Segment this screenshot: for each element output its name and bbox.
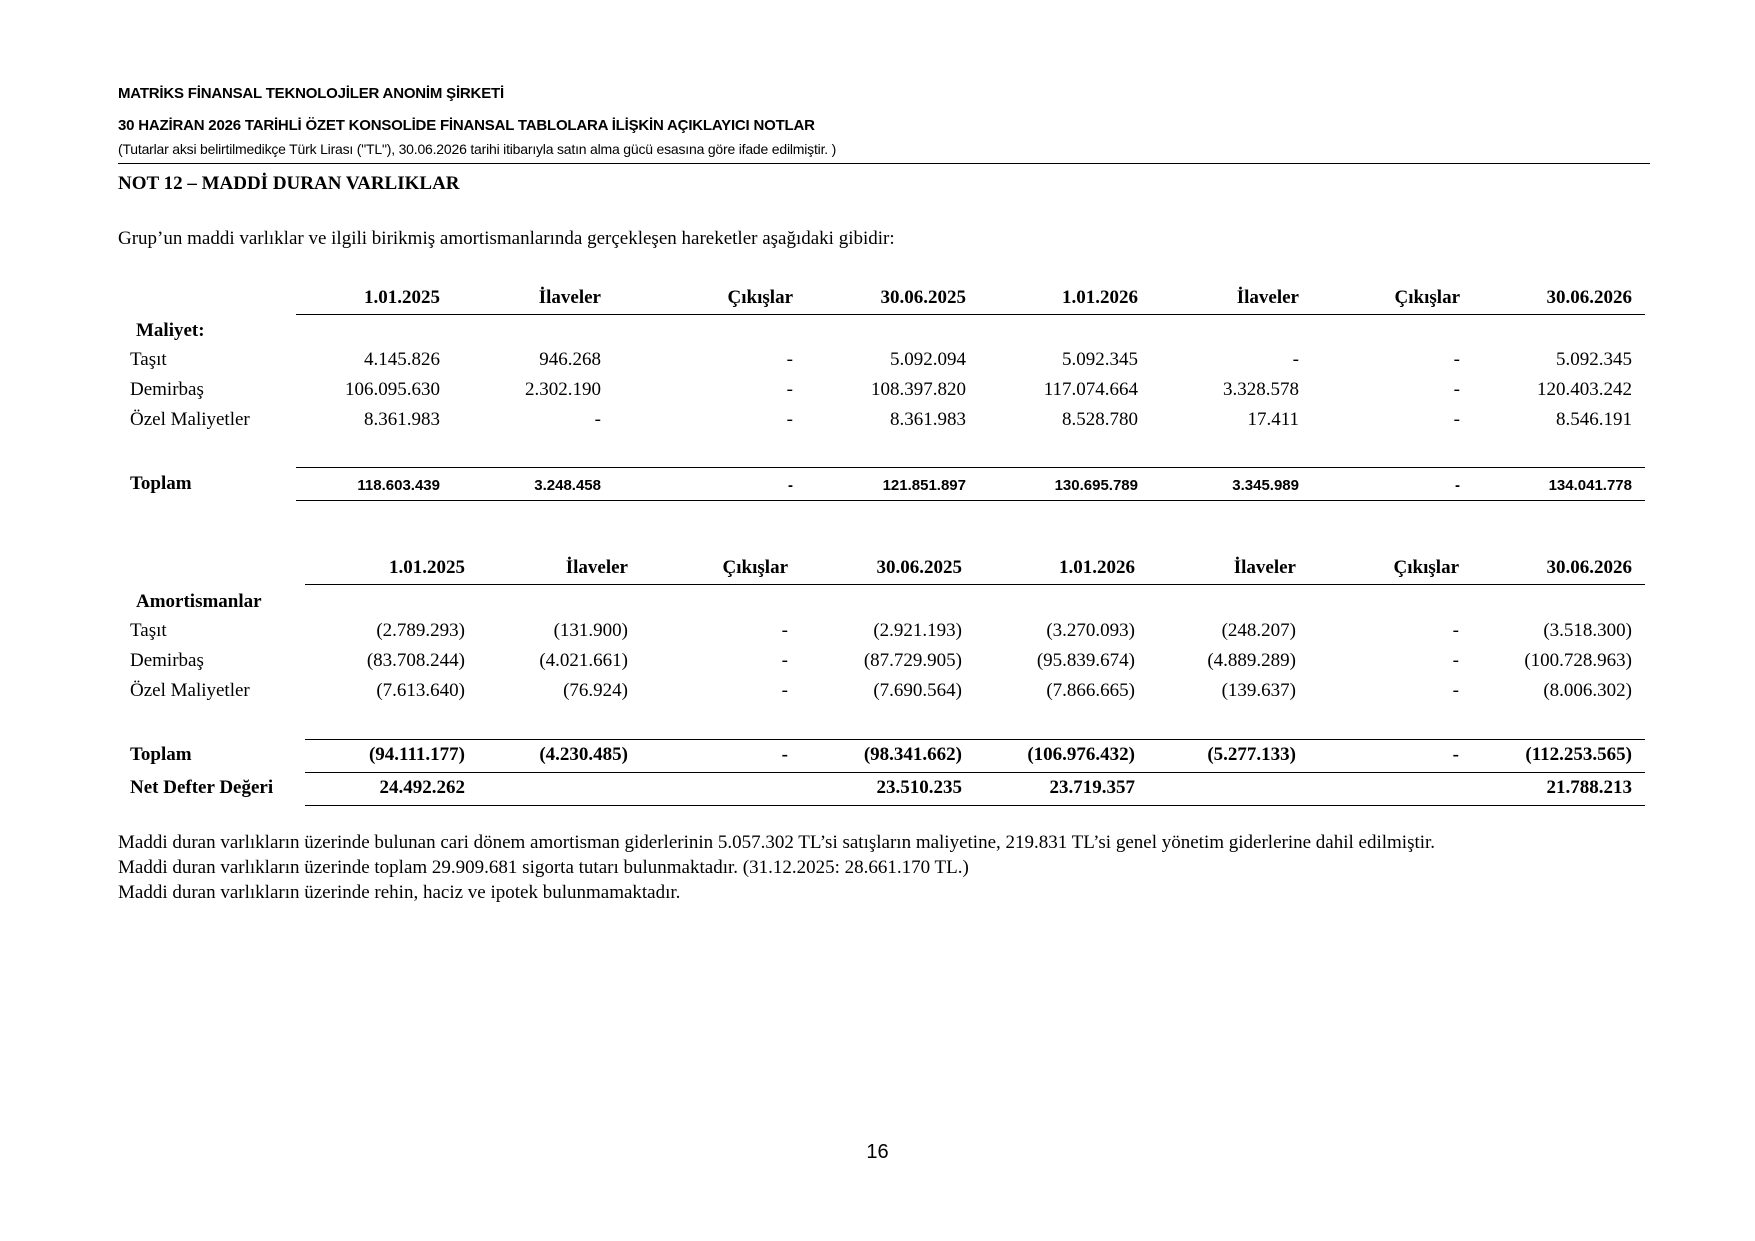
section-label: Amortismanlar xyxy=(136,591,262,612)
table-cell: 8.528.780 xyxy=(1062,409,1138,430)
column-header: 30.06.2026 xyxy=(1546,287,1632,308)
column-header: Çıkışlar xyxy=(1394,287,1460,308)
table-cell: 23.510.235 xyxy=(876,777,962,798)
table-cell: - xyxy=(781,744,788,765)
table-cell: 24.492.262 xyxy=(379,777,465,798)
table-cell: (100.728.963) xyxy=(1524,650,1632,671)
column-header: 30.06.2025 xyxy=(876,557,962,578)
page-number: 16 xyxy=(866,1141,889,1163)
table-cell: 130.695.789 xyxy=(1054,477,1138,494)
table-cell: (3.270.093) xyxy=(1046,620,1135,641)
company-name: MATRİKS FİNANSAL TEKNOLOJİLER ANONİM ŞİRKETİ xyxy=(118,85,504,102)
table-cell: - xyxy=(1452,650,1459,671)
row-label: Demirbaş xyxy=(130,379,204,400)
table-cell: (94.111.177) xyxy=(368,744,465,765)
document-subtitle: 30 HAZİRAN 2026 TARİHLİ ÖZET KONSOLİDE FİNANSAL TABLOLARA İLİŞKİN AÇIKLAYICI NOTLAR xyxy=(118,117,815,134)
column-header: İlaveler xyxy=(1236,287,1299,308)
table-cell: (4.889.289) xyxy=(1207,650,1296,671)
column-header: 1.01.2025 xyxy=(364,287,440,308)
header-divider xyxy=(118,163,1650,164)
table-cell: 21.788.213 xyxy=(1546,777,1632,798)
table-cell: 946.268 xyxy=(539,349,601,370)
table-cell: (4.021.661) xyxy=(539,650,628,671)
table-cell: - xyxy=(781,680,788,701)
table-cell: (7.866.665) xyxy=(1046,680,1135,701)
column-header: İlaveler xyxy=(1233,557,1296,578)
total-label: Toplam xyxy=(130,744,192,765)
column-header: Çıkışlar xyxy=(727,287,793,308)
table-row xyxy=(0,409,1755,437)
table-cell: (3.518.300) xyxy=(1543,620,1632,641)
section-label-row xyxy=(0,591,1755,619)
row-label: Özel Maliyetler xyxy=(130,409,250,430)
table-cell: 8.361.983 xyxy=(890,409,966,430)
table-cell: 8.361.983 xyxy=(364,409,440,430)
table-cell: - xyxy=(1452,744,1459,765)
footnote: Maddi duran varlıkların üzerinde bulunan cari dönem amortisman giderlerinin 5.057.302 TL’si satışların maliyetine, 219.831 TL’si genel yönetim giderlerine dahil edilmiştir. xyxy=(118,832,1436,853)
table-cell: 23.719.357 xyxy=(1049,777,1135,798)
table-cell: 120.403.242 xyxy=(1537,379,1632,400)
table-cell: (7.690.564) xyxy=(873,680,962,701)
table-cell: 2.302.190 xyxy=(525,379,601,400)
table-cell: - xyxy=(781,650,788,671)
table-cell: - xyxy=(788,477,793,494)
section-label-row xyxy=(0,320,1755,348)
table-cell: - xyxy=(1452,680,1459,701)
table-cell: - xyxy=(786,379,793,400)
header-underline xyxy=(296,314,1645,315)
table-cell: (2.921.193) xyxy=(873,620,962,641)
column-header: Çıkışlar xyxy=(722,557,788,578)
total-label: Toplam xyxy=(130,473,192,494)
row-label: Özel Maliyetler xyxy=(130,680,250,701)
table-cell: (2.789.293) xyxy=(376,620,465,641)
table-row xyxy=(0,620,1755,648)
footnote: Maddi duran varlıkların üzerinde rehin, haciz ve ipotek bulunmamaktadır. xyxy=(118,882,681,903)
table-cell: - xyxy=(594,409,601,430)
table-cell: (5.277.133) xyxy=(1207,744,1296,765)
column-header-row xyxy=(0,287,1755,315)
column-header: 1.01.2025 xyxy=(389,557,465,578)
column-header: 30.06.2026 xyxy=(1546,557,1632,578)
table-cell: 3.345.989 xyxy=(1232,477,1299,494)
footnote: Maddi duran varlıkların üzerinde toplam 29.909.681 sigorta tutarı bulunmaktadır. (31.12.2025: 28.661.170 TL.) xyxy=(118,857,969,878)
row-label: Taşıt xyxy=(130,620,167,641)
table-cell: 8.546.191 xyxy=(1556,409,1632,430)
table-row xyxy=(0,349,1755,377)
table-cell: 17.411 xyxy=(1247,409,1299,430)
column-header: İlaveler xyxy=(565,557,628,578)
column-header: 30.06.2025 xyxy=(880,287,966,308)
column-header: 1.01.2026 xyxy=(1062,287,1138,308)
table-cell: 134.041.778 xyxy=(1548,477,1632,494)
table-row xyxy=(0,650,1755,678)
table-cell: - xyxy=(781,620,788,641)
table-cell: (7.613.640) xyxy=(376,680,465,701)
table-cell: (8.006.302) xyxy=(1543,680,1632,701)
net-label: Net Defter Değeri xyxy=(130,777,274,798)
table-cell: 5.092.094 xyxy=(890,349,966,370)
currency-note: (Tutarlar aksi belirtilmedikçe Türk Lirası ("TL"), 30.06.2026 tarihi itibarıyla satın alma gücü esasına göre ifade edilmiştir. ) xyxy=(118,141,837,157)
table-cell: - xyxy=(1453,409,1460,430)
table-cell: (95.839.674) xyxy=(1036,650,1135,671)
table-row xyxy=(0,680,1755,708)
row-label: Demirbaş xyxy=(130,650,204,671)
table-cell: 118.603.439 xyxy=(357,477,440,494)
table-cell: 117.074.664 xyxy=(1043,379,1138,400)
table-cell: (83.708.244) xyxy=(366,650,465,671)
header-underline xyxy=(305,584,1645,585)
table-cell: (4.230.485) xyxy=(539,744,628,765)
table-cell: (248.207) xyxy=(1221,620,1296,641)
table-cell: (76.924) xyxy=(563,680,628,701)
column-header-row xyxy=(0,557,1755,585)
table-cell: 3.248.458 xyxy=(534,477,601,494)
section-title: NOT 12 – MADDİ DURAN VARLIKLAR xyxy=(118,173,460,194)
table-cell: (112.253.565) xyxy=(1525,744,1632,765)
table-cell: 4.145.826 xyxy=(364,349,440,370)
table-cell: - xyxy=(1452,620,1459,641)
total-row xyxy=(0,744,1755,772)
intro-text: Grup’un maddi varlıklar ve ilgili birikmiş amortismanlarında gerçekleşen hareketler aşağıdaki gibidir: xyxy=(118,228,895,249)
column-header: Çıkışlar xyxy=(1393,557,1459,578)
column-header: 1.01.2026 xyxy=(1059,557,1135,578)
table-cell: (131.900) xyxy=(553,620,628,641)
table-cell: 5.092.345 xyxy=(1556,349,1632,370)
section-label: Maliyet: xyxy=(136,320,205,341)
table-cell: - xyxy=(1453,379,1460,400)
table-cell: (87.729.905) xyxy=(863,650,962,671)
table-cell: 108.397.820 xyxy=(871,379,966,400)
table-cell: (139.637) xyxy=(1221,680,1296,701)
total-row xyxy=(0,473,1755,501)
table-cell: - xyxy=(786,409,793,430)
row-label: Taşıt xyxy=(130,349,167,370)
table-cell: 5.092.345 xyxy=(1062,349,1138,370)
table-cell: 121.851.897 xyxy=(882,477,966,494)
table-cell: - xyxy=(1292,349,1299,370)
footnotes xyxy=(118,830,1435,905)
total-top-rule xyxy=(296,467,1645,468)
table-cell: - xyxy=(1455,477,1460,494)
table-row xyxy=(0,379,1755,407)
table-cell: 3.328.578 xyxy=(1223,379,1299,400)
total-bottom-rule xyxy=(305,772,1645,773)
total-top-rule xyxy=(305,739,1645,740)
total-bottom-rule xyxy=(296,500,1645,501)
table-cell: - xyxy=(786,349,793,370)
net-book-value-row xyxy=(0,777,1755,805)
table-cell: - xyxy=(1453,349,1460,370)
table-cell: 106.095.630 xyxy=(345,379,440,400)
table-cell: (106.976.432) xyxy=(1027,744,1135,765)
table-cell: (98.341.662) xyxy=(863,744,962,765)
net-bottom-rule xyxy=(305,805,1645,806)
column-header: İlaveler xyxy=(538,287,601,308)
